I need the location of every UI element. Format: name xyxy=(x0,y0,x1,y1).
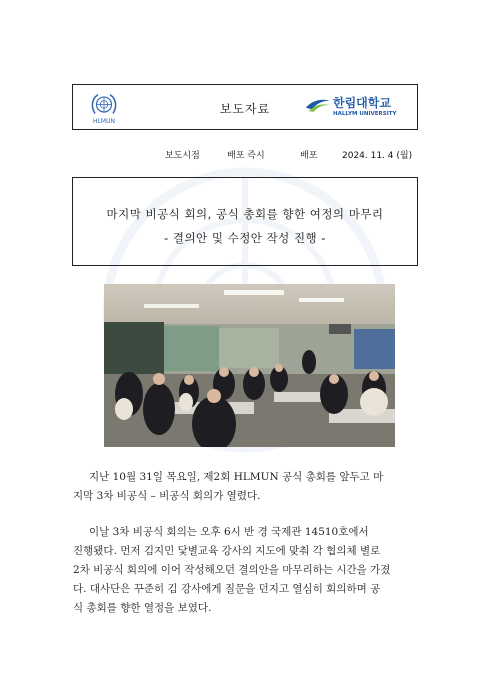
release-date-label: 배포 xyxy=(300,151,318,161)
page-title: 보도자료 xyxy=(219,102,271,116)
headline-subtitle: - 결의안 및 수정안 작성 진행 - xyxy=(164,231,326,245)
press-release-header xyxy=(72,84,418,130)
paragraph-line: 2차 비공식 회의에 이어 작성해오던 결의안을 마무리하는 시간을 가졌 xyxy=(73,564,391,576)
hallym-wing-icon xyxy=(305,97,331,113)
release-time-label: 보도시점 xyxy=(165,151,200,161)
headline-title: 마지막 비공식 회의, 공식 총회를 향한 여정의 마무리 xyxy=(106,207,384,221)
paragraph-line: 다. 대사단은 꾸준히 김 강사에게 질문을 던지고 열심히 회의하며 공 xyxy=(73,583,381,595)
paragraph-line: 식 총회를 향한 열정을 보였다. xyxy=(73,602,212,614)
hallym-logo-korean: 한림대학교 xyxy=(333,96,391,110)
hlmun-logo-text: HLMUN xyxy=(93,118,115,125)
body-paragraph-1 xyxy=(73,468,383,506)
release-date-value: 2024. 11. 4 (월) xyxy=(342,151,413,161)
meeting-photo xyxy=(104,284,395,447)
body-paragraph-2 xyxy=(73,523,390,618)
hallym-university-logo xyxy=(305,93,407,123)
paragraph-line: 진행됐다. 먼저 김지민 닻별교육 강사의 지도에 맞춰 각 협의체 별로 xyxy=(73,545,381,557)
paragraph-line: 지막 3차 비공식 – 비공식 회의가 열렸다. xyxy=(73,490,261,502)
paragraph-line: 지난 10월 31일 목요일, 제2회 HLMUN 공식 총회를 앞두고 마 xyxy=(89,471,384,483)
release-time-value: 배포 즉시 xyxy=(227,151,265,161)
headline-box xyxy=(72,177,418,266)
paragraph-line: 이날 3차 비공식 회의는 오후 6시 반 경 국제관 14510호에서 xyxy=(89,526,369,538)
hallym-logo-english: HALLYM UNIVERSITY xyxy=(333,111,397,117)
